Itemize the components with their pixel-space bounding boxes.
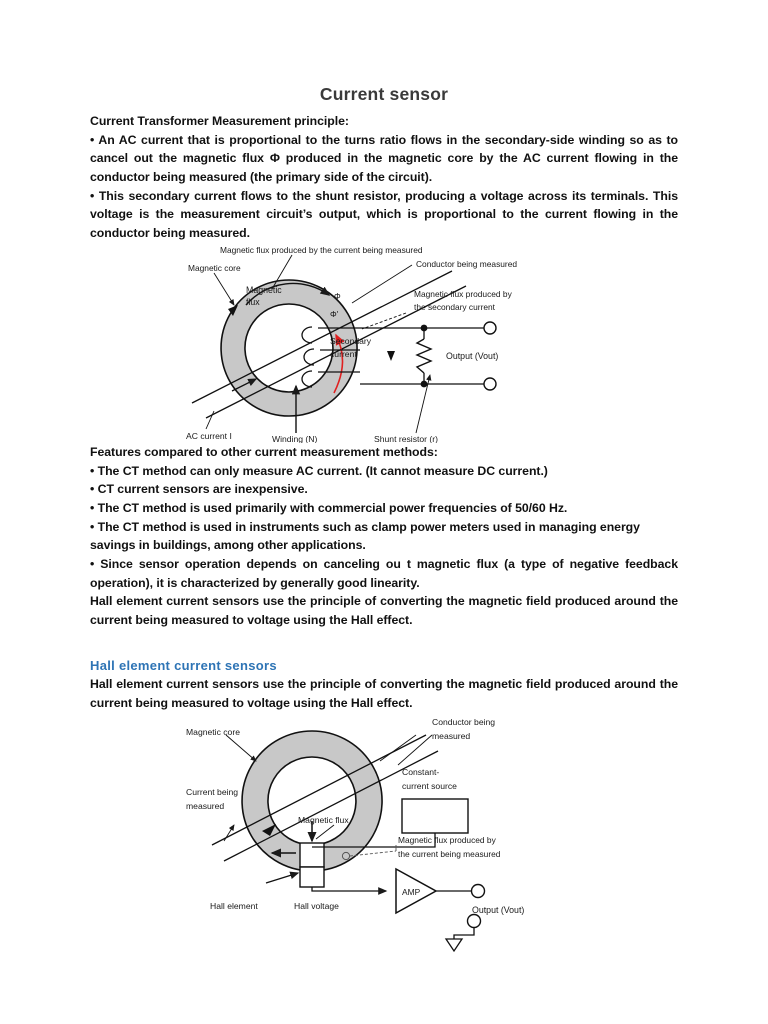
fighall-label-conductor-1: Conductor being [432,716,496,727]
node-dot-bottom [421,380,428,387]
leader-conductor [352,265,412,303]
features-closing: Hall element current sensors use the principle of converting the magnetic field produced around the current being measured to voltage using the Hall effect. [90,594,678,627]
figure-hall-sensor [184,713,584,958]
figct-label-conductor: Conductor being measured [416,258,518,269]
fighall-label-current-2: measured [186,800,225,811]
hall-section-body: Hall element current sensors use the principle of converting the magnetic field produced around the current being measured to voltage using the Hall effect. [90,677,678,710]
hall-current-leader [224,825,234,841]
features-lead: Features compared to other current measurement methods: [90,444,438,459]
fighall-label-source-1: Constant- [402,766,440,777]
hall-section-heading: Hall element current sensors [90,657,277,673]
figure-ct-wrapper [90,243,678,443]
fighall-label-prodflux-1: Magnetic flux produced by [398,834,496,845]
figct-label-secflux-1: Magnetic flux produced by [414,288,512,299]
hall-conductor-leader-a [380,735,416,761]
figct-label-flux-1: Magnetic [246,284,282,295]
hall-element-leader-arrow [266,873,298,883]
figure-hall-wrapper [90,713,678,958]
shunt-resistor-symbol [417,339,431,373]
feature-bullet-4: • The CT method is used in instruments such as clamp power meters used in managing energy savings in buildings, among other applications. [90,519,640,553]
feature-bullet-3: • The CT method is used primarily with commercial power frequencies of 50/60 Hz. [90,500,568,515]
fighall-label-output: Output (Vout) [472,904,525,915]
fighall-label-prodflux-2: the current being measured [398,848,501,859]
fighall-label-amp: AMP [402,886,421,897]
secondary-current-arrow [387,351,395,361]
ground-terminal [446,914,481,951]
node-dot-top [421,324,428,331]
figct-label-phi: Φ [334,290,341,301]
leader-secondary-flux [362,313,406,329]
figct-label-ac-current: AC current I [186,430,232,441]
hall-core-leader [226,735,256,761]
ac-current-leader [206,411,214,429]
figure-ct-sensor [184,243,584,443]
figct-label-winding: Winding (N) [272,433,318,443]
output-terminal-bottom [484,378,496,390]
ct-bullet-1: • An AC current that is proportional to the turns ratio flows in the secondary-side winding so as to cancel out the magnetic flux Φ produced in the magnetic core by the AC current flowing in the conductor being measured (the primary side of the circuit). [90,132,678,185]
feature-bullet-5: • Since sensor operation depends on canceling ou t magnetic flux (a type of negative feedback operation), it is characterized by generally good linearity. [90,556,678,590]
figct-label-seccur-2: current [330,348,357,359]
figct-label-core: Magnetic core [188,262,241,273]
fighall-label-hall-element: Hall element [210,900,258,911]
figct-label-secflux-2: the secondary current [414,301,496,312]
figct-label-phi-prime: Φ' [330,308,339,319]
output-terminal-top [484,322,496,334]
feature-bullet-1: • The CT method can only measure AC current. (It cannot measure DC current.) [90,463,548,478]
feature-bullet-2: • CT current sensors are inexpensive. [90,482,308,497]
ct-bullet-2: • This secondary current flows to the shunt resistor, producing a voltage across its terminals. This voltage is the measurement circuit’s output, which is proportional to the current flowing in the conductor being measured. [90,188,678,241]
leader-magnetic-core [214,273,234,305]
page-title: Current sensor [319,84,449,104]
fighall-label-flux: Magnetic flux [298,814,349,825]
fighall-label-hall-voltage: Hall voltage [294,900,339,911]
fighall-label-source-2: current source [402,780,457,791]
hall-flux-label-leader [316,825,334,839]
figct-label-shunt: Shunt resistor (r) [374,433,438,443]
figct-caption-top: Magnetic flux produced by the current being measured [220,244,423,255]
hall-conductor-leader-b [398,735,432,765]
features-bullets [90,462,678,593]
ct-principle-bullets [90,131,678,243]
fighall-label-current-1: Current being [186,786,239,797]
figct-label-flux-2: flux [246,296,260,307]
figct-label-seccur-1: Secondary [330,335,372,346]
fighall-label-conductor-2: measured [432,730,471,741]
hall-element-block [300,843,324,887]
figct-label-output: Output (Vout) [446,350,499,361]
fighall-label-core: Magnetic core [186,726,240,737]
ct-principle-lead: Current Transformer Measurement principle: [90,114,349,128]
